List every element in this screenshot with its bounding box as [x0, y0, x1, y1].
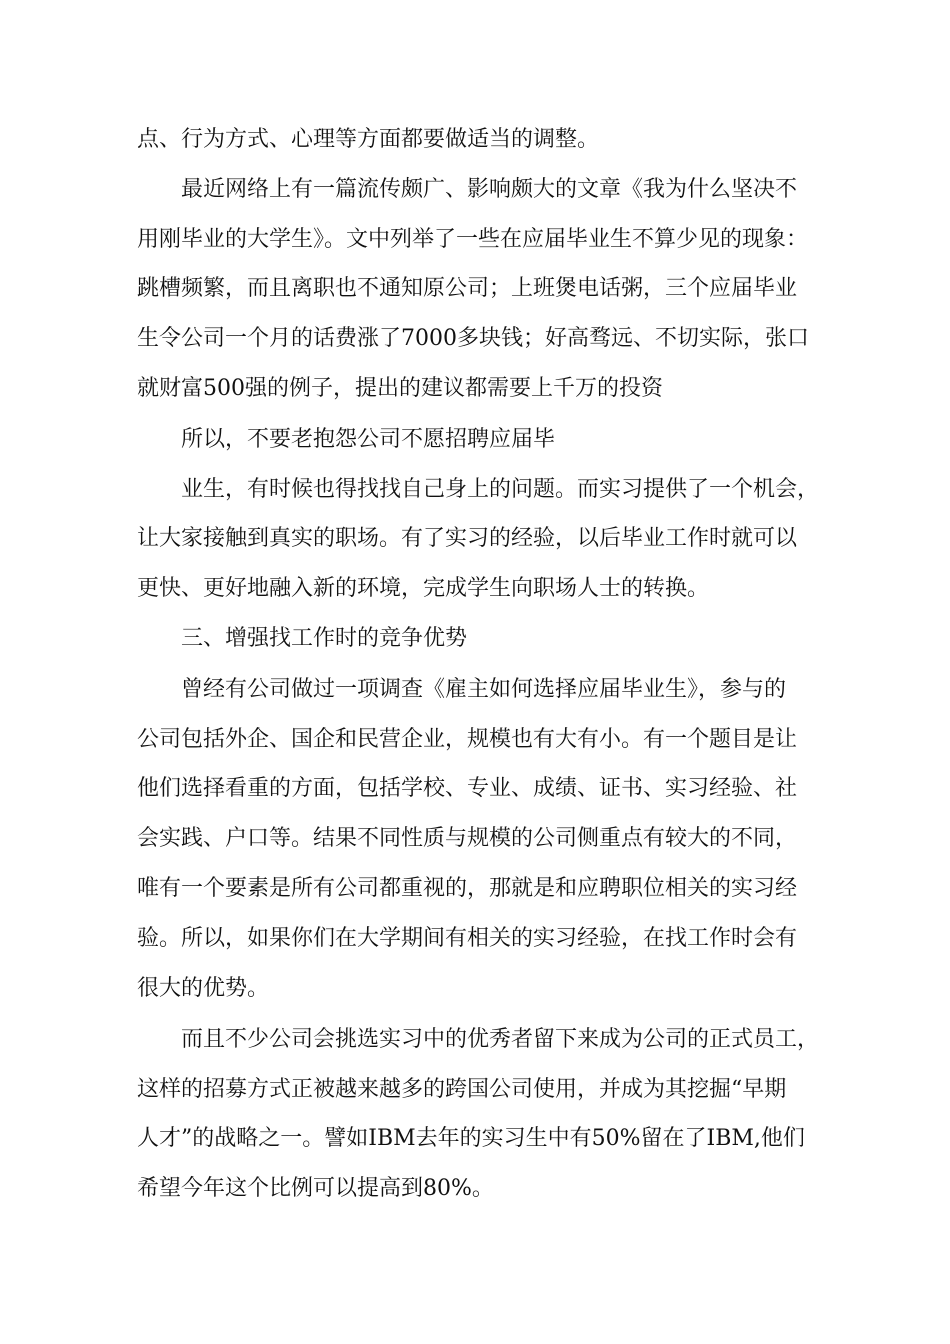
text-line: 人才”的战略之一。譬如IBM去年的实习生中有50%留在了IBM,他们	[137, 1126, 805, 1151]
text-line: 公司包括外企、国企和民营企业，规模也有大有小。有一个题目是让	[137, 727, 798, 752]
text-line: 很大的优势。	[137, 976, 270, 1001]
text-line: 这样的招募方式正被越来越多的跨国公司使用，并成为其挖掘“早期	[137, 1077, 787, 1102]
text-line: 让大家接触到真实的职场。有了实习的经验，以后毕业工作时就可以	[137, 526, 798, 551]
text-line: 验。所以，如果你们在大学期间有相关的实习经验，在找工作时会有	[137, 926, 798, 951]
text-line: 跳槽频繁，而且离职也不通知原公司；上班煲电话粥，三个应届毕业	[137, 276, 798, 301]
text-line: 希望今年这个比例可以提高到80%。	[137, 1176, 494, 1201]
text-line: 更快、更好地融入新的环境，完成学生向职场人士的转换。	[137, 576, 710, 601]
text-line: 他们选择看重的方面，包括学校、专业、成绩、证书、实习经验、社	[137, 776, 798, 801]
text-line: 用刚毕业的大学生》。文中列举了一些在应届毕业生不算少见的现象：	[137, 227, 809, 252]
paragraph-first-line: 而且不少公司会挑选实习中的优秀者留下来成为公司的正式员工，	[181, 1027, 820, 1052]
paragraph-first-line: 所以，不要老抱怨公司不愿招聘应届毕	[181, 427, 556, 452]
paragraph-first-line: 最近网络上有一篇流传颇广、影响颇大的文章《我为什么坚决不	[181, 177, 798, 202]
text-line: 会实践、户口等。结果不同性质与规模的公司侧重点有较大的不同，	[137, 826, 798, 851]
text-line: 唯有一个要素是所有公司都重视的，那就是和应聘职位相关的实习经	[137, 876, 798, 901]
paragraph-first-line: 业生，有时候也得找找自己身上的问题。而实习提供了一个机会，	[181, 477, 820, 502]
text-line: 生令公司一个月的话费涨了7000多块钱；好高骛远、不切实际，张口	[137, 326, 809, 351]
section-heading: 三、增强找工作时的竞争优势	[181, 626, 468, 651]
text-line: 就财富500强的例子，提出的建议都需要上千万的投资	[137, 376, 663, 401]
paragraph-first-line: 曾经有公司做过一项调查《雇主如何选择应届毕业生》，参与的	[181, 677, 787, 702]
text-line: 点、行为方式、心理等方面都要做适当的调整。	[137, 127, 600, 152]
